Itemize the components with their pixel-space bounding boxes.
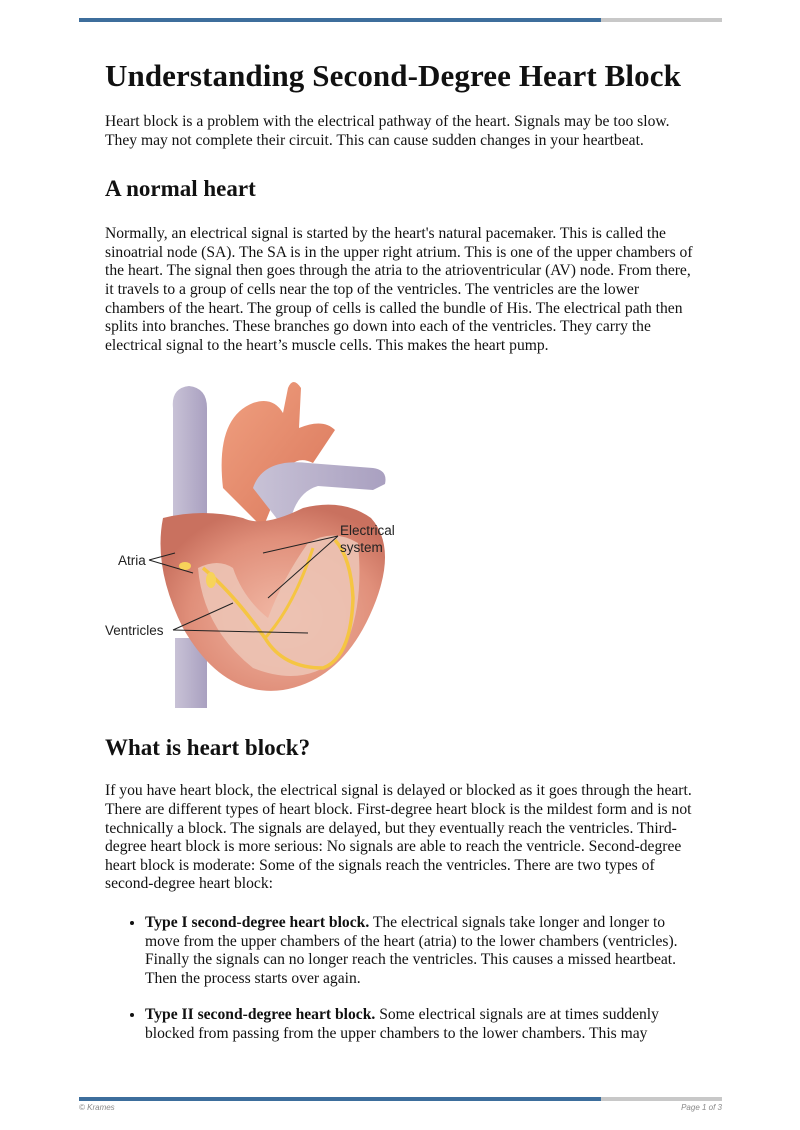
section-heading-what-is-heart-block: What is heart block? — [105, 735, 311, 761]
label-ventricles: Ventricles — [105, 623, 164, 639]
list-item — [145, 1006, 700, 1043]
heart-diagram-svg — [103, 368, 433, 718]
av-node — [206, 572, 216, 588]
page-title: Understanding Second-Degree Heart Block — [105, 58, 681, 93]
header-progress-fill — [79, 18, 601, 22]
list-item — [145, 914, 700, 988]
footer-copyright: © Krames — [79, 1103, 115, 1112]
list-item-term: Type I second-degree heart block. — [145, 913, 370, 931]
footer-progress-fill — [79, 1097, 601, 1101]
heart-illustration — [103, 368, 433, 718]
list-item-term: Type II second-degree heart block. — [145, 1006, 376, 1024]
document-body — [105, 57, 700, 1061]
vena-cava-shape — [173, 386, 207, 528]
header-progress-bar — [79, 18, 722, 22]
label-electrical-line1: Electrical — [340, 523, 395, 539]
footer-page-number: Page 1 of 3 — [681, 1103, 722, 1112]
intro-paragraph: Heart block is a problem with the electrical pathway of the heart. Signals may be too slow. They may not complete their circuit. This can cause sudden changes in your heartbeat. — [105, 113, 670, 149]
section-heading-normal-heart: A normal heart — [105, 176, 256, 202]
list-item-text: Some electrical signals are at times suddenly blocked from passing from the upper chambers to the lower chambers. This may — [145, 1006, 659, 1042]
label-atria: Atria — [118, 553, 146, 569]
heart-block-types-list — [105, 914, 700, 1044]
list-item-text: The electrical signals take longer and longer to move from the upper chambers of the heart (atria) to the lower chambers (ventricles). Finally the signals can no longer reach the ventricles. This causes a missed heartbeat. Then the process starts over again. — [145, 913, 678, 987]
sa-node — [179, 562, 191, 570]
normal-heart-paragraph: Normally, an electrical signal is started by the heart's natural pacemaker. This is called the sinoatrial node (SA). The SA is in the upper right atrium. This is one of the upper chambers of the heart. The signal then goes through the atria to the atrioventricular (AV) node. From there, it travels to a group of cells near the top of the ventricles. The ventricles are the lower chambers of the heart. The group of cells is called the bundle of His. The electrical path then splits into branches. These branches go down into each of the ventricles. They carry the electrical signal to the heart’s muscle cells. This makes the heart pump. — [105, 225, 693, 354]
heart-block-paragraph: If you have heart block, the electrical signal is delayed or blocked as it goes through the heart. There are different types of heart block. First-degree heart block is the mildest form and is not technically a block. The signals are delayed, but they eventually reach the ventricles. Third-degree heart block is more serious: No signals are able to reach the ventricle. Second-degree heart block is moderate: Some of the signals reach the ventricles. There are two types of second-degree heart block: — [105, 782, 692, 893]
label-electrical-line2: system — [340, 540, 383, 556]
footer-progress-bar — [79, 1097, 722, 1101]
